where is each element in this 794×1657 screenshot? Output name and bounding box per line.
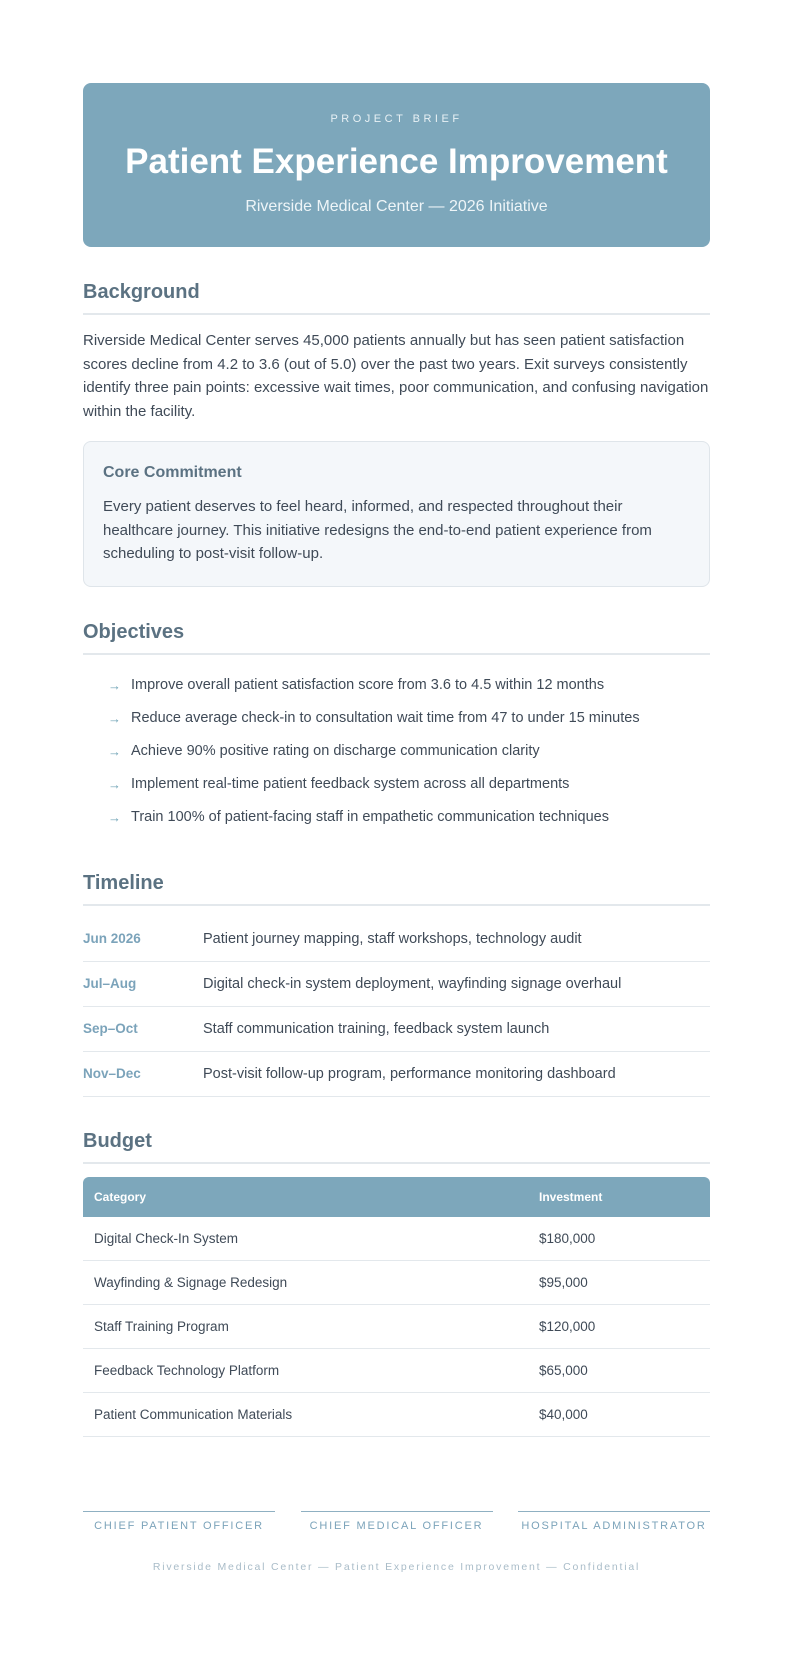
header-subtitle: Riverside Medical Center — 2026 Initiative — [245, 198, 548, 215]
timeline-date: Jun 2026 — [83, 931, 141, 946]
timeline-list — [83, 917, 710, 1097]
objectives-heading: Objectives — [83, 620, 710, 655]
objective-item — [108, 801, 710, 834]
header-banner — [83, 83, 710, 247]
timeline-date: Nov–Dec — [83, 1066, 141, 1081]
timeline-heading: Timeline — [83, 871, 710, 906]
timeline-row — [83, 1052, 710, 1097]
arrow-icon: → — [108, 743, 121, 759]
budget-category: Staff Training Program — [83, 1304, 528, 1348]
background-heading: Background — [83, 280, 710, 315]
document-content — [83, 83, 710, 1573]
callout-body: Every patient deserves to feel heard, informed, and respected throughout their healthcare journey. This initiative redesigns the end-to-end patient experience from scheduling to post-visit follow-up. — [103, 498, 652, 562]
timeline-description: Patient journey mapping, staff workshops, technology audit — [203, 930, 582, 947]
table-row — [83, 1260, 710, 1304]
objective-text: Reduce average check-in to consultation wait time from 47 to under 15 minutes — [131, 710, 640, 726]
table-row — [83, 1217, 710, 1261]
objective-text: Implement real-time patient feedback system across all departments — [131, 776, 570, 792]
budget-category: Digital Check-In System — [83, 1217, 528, 1261]
objective-text: Improve overall patient satisfaction score from 3.6 to 4.5 within 12 months — [131, 677, 605, 693]
timeline-row — [83, 917, 710, 962]
arrow-icon: → — [108, 809, 121, 825]
budget-amount: $180,000 — [528, 1217, 710, 1261]
timeline-date: Jul–Aug — [83, 976, 137, 991]
objective-item — [108, 735, 710, 768]
objective-text: Train 100% of patient-facing staff in empathetic communication techniques — [131, 809, 609, 825]
page-title: Patient Experience Improvement — [125, 142, 668, 181]
objective-item — [108, 669, 710, 702]
arrow-icon: → — [108, 677, 121, 693]
timeline-description: Post-visit follow-up program, performance monitoring dashboard — [203, 1065, 616, 1082]
budget-amount: $40,000 — [528, 1392, 710, 1436]
budget-category: Feedback Technology Platform — [83, 1348, 528, 1392]
budget-amount: $120,000 — [528, 1304, 710, 1348]
budget-category: Wayfinding & Signage Redesign — [83, 1260, 528, 1304]
table-row — [83, 1348, 710, 1392]
arrow-icon: → — [108, 776, 121, 792]
background-paragraph: Riverside Medical Center serves 45,000 patients annually but has seen patient satisfaction scores decline from 4.2 to 3.6 (out of 5.0) over the past two years. Exit surveys consistently identify three pain points: excessive wait times, poor communication, and confusing navigation within the facility. — [83, 332, 709, 420]
table-row — [83, 1392, 710, 1436]
budget-header-row — [83, 1177, 710, 1217]
callout-title: Core Commitment — [103, 464, 242, 481]
timeline-row — [83, 1007, 710, 1052]
table-row — [83, 1304, 710, 1348]
timeline-date: Sep–Oct — [83, 1021, 138, 1036]
budget-category: Patient Communication Materials — [83, 1392, 528, 1436]
budget-amount: $65,000 — [528, 1348, 710, 1392]
arrow-icon: → — [108, 710, 121, 726]
signature-block — [83, 1511, 710, 1532]
objectives-list — [83, 669, 710, 834]
budget-table — [83, 1177, 710, 1437]
timeline-description: Staff communication training, feedback system launch — [203, 1020, 550, 1037]
budget-header-category: Category — [94, 1189, 147, 1204]
footer-confidential: Riverside Medical Center — Patient Experience Improvement — Confidential — [152, 1560, 641, 1573]
budget-header-investment: Investment — [539, 1189, 603, 1204]
budget-heading: Budget — [83, 1129, 710, 1164]
objective-text: Achieve 90% positive rating on discharge communication clarity — [131, 743, 540, 759]
timeline-row — [83, 962, 710, 1007]
objective-item — [108, 702, 710, 735]
signature-line-hospital-administrator: HOSPITAL ADMINISTRATOR — [518, 1511, 710, 1532]
signature-line-chief-patient-officer: CHIEF PATIENT OFFICER — [83, 1511, 275, 1532]
header-eyebrow: PROJECT BRIEF — [330, 113, 463, 125]
signature-line-chief-medical-officer: CHIEF MEDICAL OFFICER — [301, 1511, 493, 1532]
budget-amount: $95,000 — [528, 1260, 710, 1304]
objective-item — [108, 768, 710, 801]
core-commitment-callout — [83, 441, 710, 587]
timeline-description: Digital check-in system deployment, wayfinding signage overhaul — [203, 975, 622, 992]
